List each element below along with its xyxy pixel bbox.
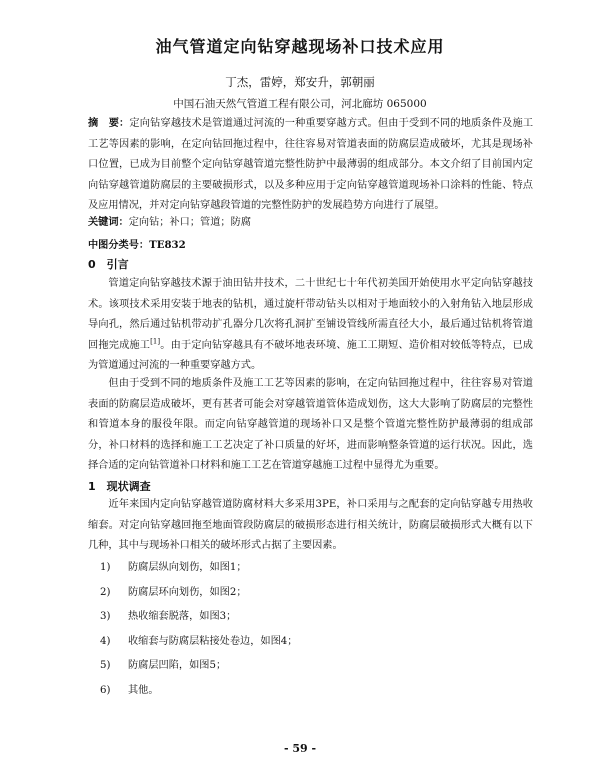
list-item-text: 防腐层凹陷，如图5；	[128, 660, 227, 671]
page-number: - 59 -	[283, 742, 317, 755]
paper-title: 油气管道定向钻穿越现场补口技术应用	[155, 37, 445, 56]
list-item-text: 防腐层纵向划伤，如图1；	[128, 562, 247, 573]
paragraph-text: 。由于定向钻穿越具有不破坏地表环境、施工工期短、造价相对较低等特点，已成为管道通过河流的一种重要穿越方式。	[88, 339, 533, 371]
list-item-number: 2)	[100, 586, 111, 598]
list-item-number: 1)	[100, 562, 111, 573]
citation-ref: [1]	[150, 337, 161, 346]
author-list: 丁杰，雷婷，郑安升，郭朝丽	[225, 75, 375, 89]
list-item	[100, 581, 297, 606]
list-item	[100, 679, 297, 704]
list-item	[100, 654, 297, 679]
intro-paragraph-2: 但由于受到不同的地质条件及施工工艺等因素的影响，在定向钻回拖过程中，往往容易对管道表面的防腐层造成破坏，更有甚者可能会对穿越管道管体造成划伤，这大大影响了防腐层的完整性和管道本身的服役年限。而定向钻穿越管道的现场补口又是整个管道完整性防护最薄弱的组成部分，补口材料的选择和施工工艺决定了补口质量的好坏，进而影响整条管道的运行状况。因此，选择合适的定向钻管道补口材料和施工工艺在管道穿越施工过程中显得尤为重要。	[88, 378, 533, 471]
list-item-number: 4)	[100, 635, 111, 647]
classification-number	[88, 236, 186, 251]
keywords-text: 定向钻；补口；管道；防腐	[128, 217, 251, 228]
list-item	[100, 556, 297, 581]
list-item-number: 3)	[100, 611, 111, 622]
list-item	[100, 605, 297, 630]
keywords	[88, 213, 251, 228]
list-item-text: 防腐层环向划伤，如图2；	[128, 586, 247, 598]
list-item-text: 其他。	[128, 684, 159, 696]
abstract-label: 摘 要：	[88, 117, 130, 129]
paragraph-text: 管道定向钻穿越技术源于油田钻井技术，二十世纪七十年代初美国开始使用水平定向钻穿越技术。该项技术采用安装于地表的钻机，通过旋杆带动钻头以相对于地面较小的入射角钻入地层形成导向孔，然后通过钻机带动扩孔器分几次将孔洞扩至铺设管线所需直径大小，最后通过钻机将管道回拖完成施工	[88, 278, 533, 351]
affiliation: 中国石油天然气管道工程有限公司，河北廊坊 065000	[173, 98, 427, 110]
list-item-text: 收缩套与防腐层粘接处卷边，如图4；	[128, 635, 298, 647]
abstract-text: 定向钻穿越技术是管道通过河流的一种重要穿越方式。但由于受到不同的地质条件及施工工艺等因素的影响，在定向钻回拖过程中，往往容易对管道表面的防腐层造成破坏，尤其是现场补口位置，已成为目前整个定向钻穿越管道完整性防护中最薄弱的组成部分。本文介绍了目前国内定向钻穿越管道防腐层的主要破损形式，以及多种应用于定向钻穿越管道现场补口涂料的性能、特点及应用情况，并对定向钻穿越段管道的完整性防护的发展趋势方向进行了展望。	[88, 118, 534, 211]
section-heading-status-survey: 1 现状调查	[88, 480, 151, 493]
list-item-number: 6)	[100, 684, 111, 696]
abstract	[88, 113, 533, 217]
list-item-number: 5)	[100, 660, 111, 671]
list-item-text: 热收缩套脱落，如图3；	[128, 611, 237, 622]
list-item	[100, 630, 297, 655]
clc-label: 中图分类号：	[88, 239, 150, 251]
survey-paragraph-1: 近年来国内定向钻穿越管道防腐材料大多采用3PE，补口采用与之配套的定向钻穿越专用热收缩套。对定向钻穿越回拖至地面管段防腐层的破损形态进行相关统计，防腐层破损形式大概有以下几种，其中与现场补口相关的破坏形式占据了主要因素。	[88, 499, 533, 551]
keywords-label: 关键词：	[88, 216, 129, 228]
clc-value: TE832	[149, 239, 186, 251]
damage-form-list	[100, 556, 297, 703]
intro-paragraph-1	[88, 274, 533, 377]
section-heading-introduction: 0 引言	[88, 258, 129, 271]
